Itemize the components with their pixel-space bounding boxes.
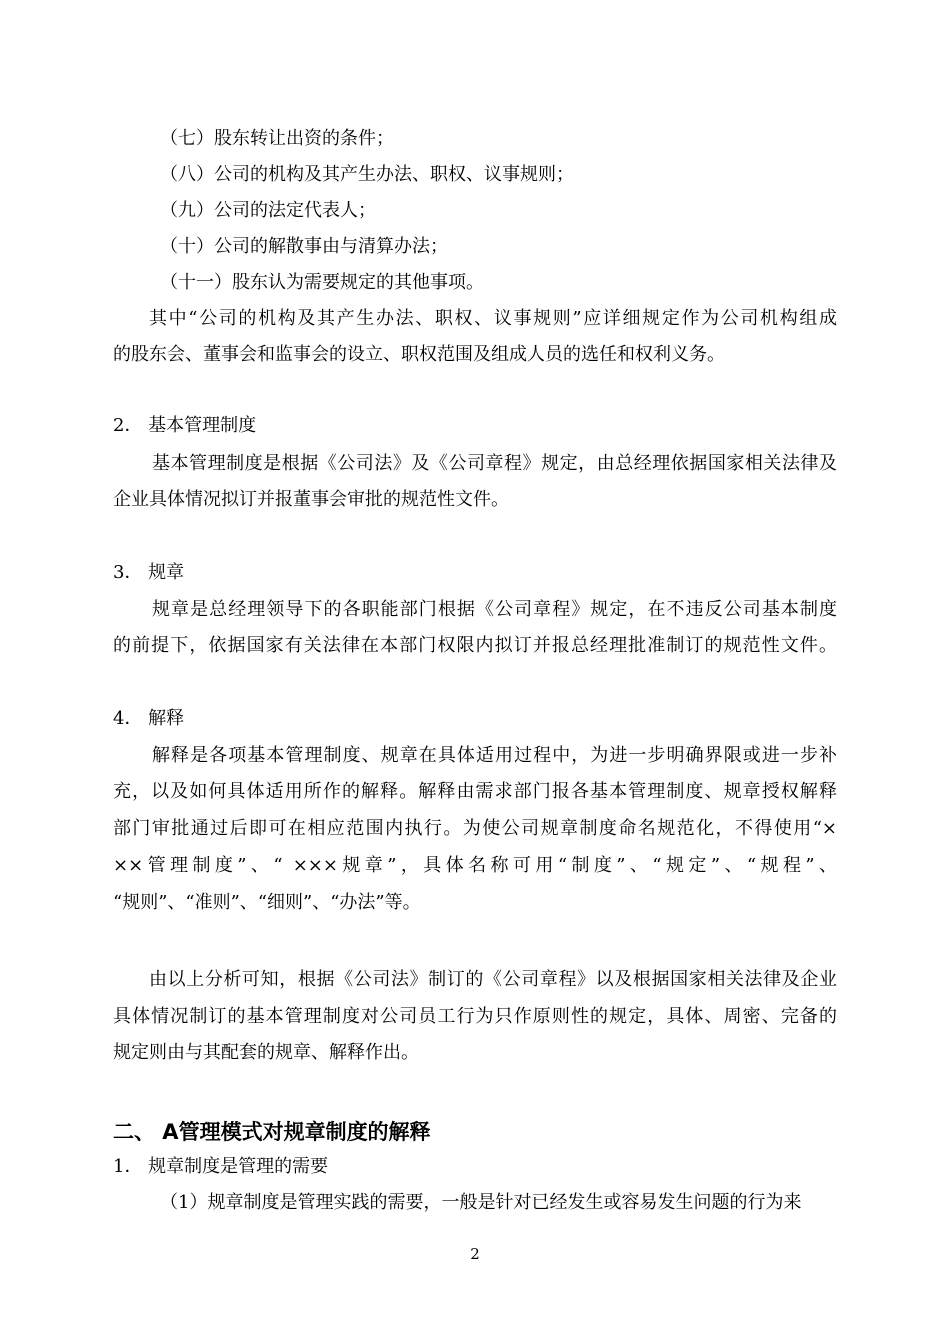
list-item-7: （七）股东转让出资的条件； — [160, 128, 394, 149]
paragraph-line: 解释是各项基本管理制度、规章在具体适用过程中，为进一步明确界限或进一步补 — [152, 745, 837, 766]
paragraph-line: 具体情况制订的基本管理制度对公司员工行为只作原则性的规定，具体、周密、完备的 — [113, 1006, 837, 1027]
list-item-9: （九）公司的法定代表人； — [160, 200, 376, 221]
paragraph-line: 充，以及如何具体适用所作的解释。解释由需求部门报各基本管理制度、规章授权解释 — [113, 781, 837, 802]
paragraph-line: 的前提下，依据国家有关法律在本部门权限内拟订并报总经理批准制订的规范性文件。 — [113, 635, 837, 656]
list-item-8: （八）公司的机构及其产生办法、职权、议事规则； — [160, 164, 574, 185]
paragraph-line: （1）规章制度是管理实践的需要，一般是针对已经发生或容易发生问题的行为来 — [160, 1192, 802, 1213]
paragraph-line: 部门审批通过后即可在相应范围内执行。为使公司规章制度命名规范化，不得使用“× — [113, 818, 837, 839]
section-heading-2: 2． 基本管理制度 — [113, 415, 257, 436]
page-number: 2 — [470, 1245, 480, 1263]
paragraph-line: 规定则由与其配套的规章、解释作出。 — [113, 1042, 419, 1063]
paragraph-line: 规章是总经理领导下的各职能部门根据《公司章程》规定，在不违反公司基本制度 — [152, 599, 837, 620]
paragraph-line: 其中“公司的机构及其产生办法、职权、议事规则”应详细规定作为公司机构组成 — [149, 308, 837, 329]
section-heading-3: 3． 规章 — [113, 562, 185, 583]
paragraph-line: 企业具体情况拟订并报董事会审批的规范性文件。 — [113, 489, 509, 510]
section-heading-4: 4． 解释 — [113, 708, 185, 729]
paragraph-line: “规则”、“准则”、“细则”、“办法”等。 — [113, 892, 421, 913]
paragraph-line: 的股东会、董事会和监事会的设立、职权范围及组成人员的选任和权利义务。 — [113, 344, 725, 365]
list-item-10: （十）公司的解散事由与清算办法； — [160, 236, 448, 257]
list-item-11: （十一）股东认为需要规定的其他事项。 — [160, 272, 484, 293]
paragraph-line: 基本管理制度是根据《公司法》及《公司章程》规定，由总经理依据国家相关法律及 — [152, 453, 837, 474]
paragraph-line: ××管理制度”、“ ×××规章”，具体名称可用“制度”、“规定”、“规程”、 — [113, 855, 837, 876]
paragraph-line: 由以上分析可知，根据《公司法》制订的《公司章程》以及根据国家相关法律及企业 — [149, 969, 837, 990]
subsection-heading: 1． 规章制度是管理的需要 — [113, 1156, 329, 1177]
chapter-heading: 二、 A管理模式对规章制度的解释 — [113, 1120, 431, 1144]
